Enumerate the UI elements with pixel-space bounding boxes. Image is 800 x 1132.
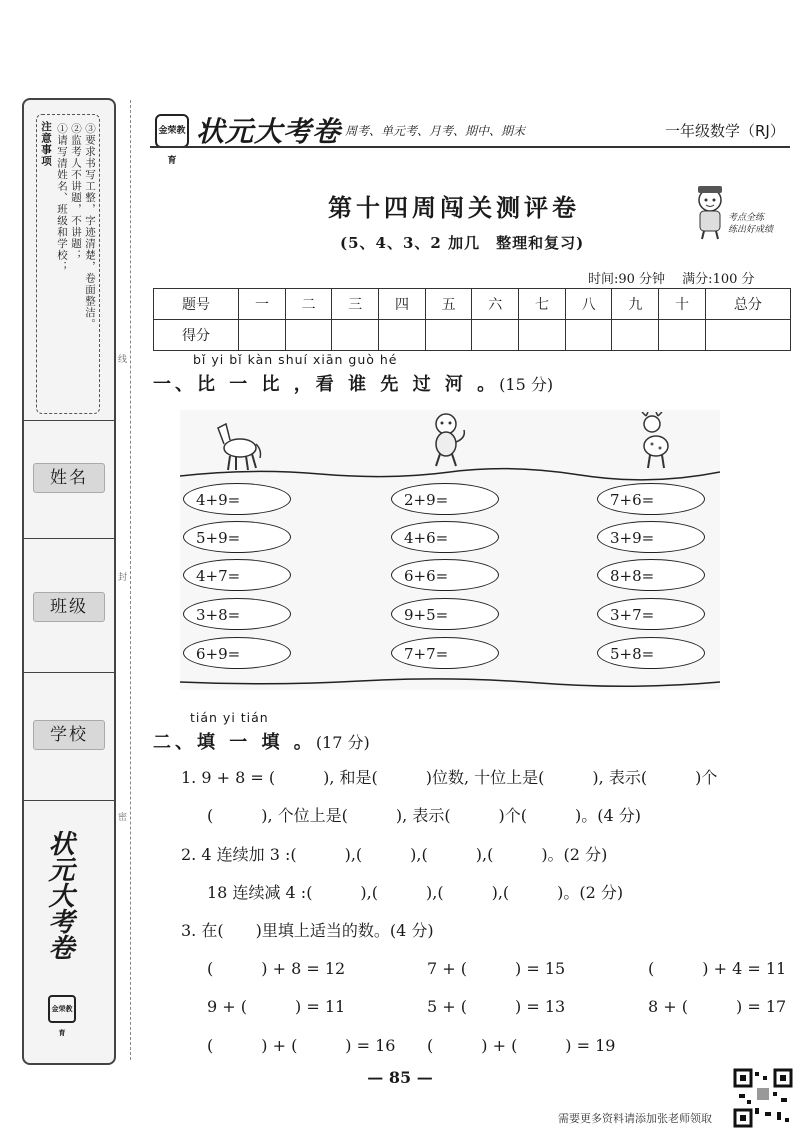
footer-note: 需要更多资料请添加张老师领取 bbox=[558, 1112, 712, 1125]
score-header: 一 bbox=[239, 289, 286, 320]
score-cell[interactable] bbox=[612, 320, 659, 351]
score-cell[interactable] bbox=[705, 320, 790, 351]
seal-mark-line: 线 bbox=[118, 355, 128, 365]
equation-oval[interactable]: 3+7= bbox=[597, 598, 705, 630]
section1-pinyin: bǐ yi bǐ kàn shuí xiān guò hé bbox=[193, 352, 398, 367]
equation-oval[interactable]: 6+6= bbox=[391, 559, 499, 591]
page-title: 第十四周闯关测评卷 bbox=[328, 193, 580, 222]
equation-oval[interactable]: 9+5= bbox=[391, 598, 499, 630]
section2-title: 二、填 一 填 。 bbox=[153, 732, 316, 753]
class-field-label: 班级 bbox=[33, 592, 105, 622]
horse-icon bbox=[210, 414, 264, 474]
seal-mark-seal: 封 bbox=[118, 573, 128, 583]
divider bbox=[22, 800, 114, 801]
score-cell[interactable] bbox=[332, 320, 379, 351]
section2-points: (17 分) bbox=[315, 733, 370, 752]
seal-mark-secret: 密 bbox=[118, 813, 128, 823]
equation-blank[interactable]: 7 + ( ) = 15 bbox=[427, 959, 566, 978]
score-cell[interactable] bbox=[425, 320, 472, 351]
time-info: 时间:90 分钟 满分:100 分 bbox=[588, 272, 755, 287]
score-cell[interactable] bbox=[239, 320, 286, 351]
divider bbox=[22, 538, 114, 539]
score-cell[interactable] bbox=[565, 320, 612, 351]
question-1-line-1: 1. 9 + 8 = ( ), 和是( )位数, 十位上是( ), 表示( )个 bbox=[181, 768, 718, 787]
equation-oval[interactable]: 2+9= bbox=[391, 483, 499, 515]
score-header: 九 bbox=[612, 289, 659, 320]
section1-points: (15 分) bbox=[499, 375, 554, 394]
score-header: 二 bbox=[285, 289, 332, 320]
equation-blank[interactable]: ( ) + 8 = 12 bbox=[207, 959, 346, 978]
score-row-label: 得分 bbox=[154, 320, 239, 351]
grade-subject: 一年级数学（RJ） bbox=[665, 122, 785, 140]
equation-blank[interactable]: ( ) + ( ) = 19 bbox=[427, 1036, 616, 1055]
equation-oval[interactable]: 4+7= bbox=[183, 559, 291, 591]
equation-oval[interactable]: 5+8= bbox=[597, 637, 705, 669]
river-bank-bottom bbox=[180, 674, 720, 690]
mascot-caption-1: 考点全练 bbox=[728, 213, 765, 223]
question-2-line-1: 2. 4 连续加 3 :( ),( ),( ),( )。(2 分) bbox=[181, 845, 608, 864]
school-field-label: 学校 bbox=[33, 720, 105, 750]
mascot-icon bbox=[686, 184, 734, 240]
note-1: ①请写清姓名、班级和学校； bbox=[56, 123, 68, 273]
question-1-line-2: ( ), 个位上是( ), 表示( )个( )。(4 分) bbox=[207, 806, 642, 825]
score-cell[interactable] bbox=[379, 320, 426, 351]
notes-label: 注意事项 bbox=[40, 121, 52, 167]
monkey-icon bbox=[420, 410, 474, 470]
score-header: 七 bbox=[519, 289, 566, 320]
divider bbox=[22, 420, 114, 421]
question-2-line-2: 18 连续减 4 :( ),( ),( ),( )。(2 分) bbox=[207, 883, 624, 902]
equation-oval[interactable]: 8+8= bbox=[597, 559, 705, 591]
score-header: 五 bbox=[425, 289, 472, 320]
equation-blank[interactable]: 8 + ( ) = 17 bbox=[648, 997, 787, 1016]
score-table-score-row bbox=[154, 320, 791, 351]
equation-oval[interactable]: 5+9= bbox=[183, 521, 291, 553]
question-3-prompt: 3. 在( )里填上适当的数。(4 分) bbox=[181, 921, 434, 940]
score-header: 六 bbox=[472, 289, 519, 320]
score-header: 三 bbox=[332, 289, 379, 320]
side-brand: 状元大考卷 bbox=[44, 830, 74, 960]
exam-types: 周考、单元考、月考、期中、期末 bbox=[345, 124, 526, 138]
equation-oval[interactable]: 6+9= bbox=[183, 637, 291, 669]
seal-line bbox=[130, 100, 131, 1060]
score-cell[interactable] bbox=[285, 320, 332, 351]
page-subtitle: (5、4、3、2 加几 整理和复习) bbox=[340, 234, 585, 252]
equation-blank[interactable]: ( ) + ( ) = 16 bbox=[207, 1036, 396, 1055]
score-header: 四 bbox=[379, 289, 426, 320]
divider bbox=[22, 672, 114, 673]
equation-oval[interactable]: 7+6= bbox=[597, 483, 705, 515]
score-cell[interactable] bbox=[659, 320, 706, 351]
equation-blank[interactable]: 5 + ( ) = 13 bbox=[427, 997, 566, 1016]
score-header: 十 bbox=[659, 289, 706, 320]
mascot-caption bbox=[728, 212, 773, 236]
score-cell[interactable] bbox=[519, 320, 566, 351]
equation-oval[interactable]: 4+9= bbox=[183, 483, 291, 515]
name-field-label: 姓名 bbox=[33, 463, 105, 493]
equation-oval[interactable]: 3+9= bbox=[597, 521, 705, 553]
score-header: 题号 bbox=[154, 289, 239, 320]
score-header: 总分 bbox=[705, 289, 790, 320]
equation-oval[interactable]: 4+6= bbox=[391, 521, 499, 553]
header-rule bbox=[150, 146, 790, 148]
brand-title: 状元大考卷 bbox=[196, 115, 342, 148]
qr-code-icon bbox=[733, 1068, 793, 1128]
note-2: ②监考人不讲题，不讲题； bbox=[70, 123, 82, 261]
section2-pinyin: tián yi tián bbox=[190, 710, 269, 725]
score-table bbox=[153, 288, 791, 351]
side-logo: 金荣教育 bbox=[48, 995, 76, 1023]
section2-heading bbox=[153, 728, 370, 754]
publisher-logo: 金荣教育 bbox=[155, 114, 189, 148]
note-3: ③要求书写工整，字迹清楚，卷面整洁。 bbox=[84, 123, 96, 330]
equation-oval[interactable]: 7+7= bbox=[391, 637, 499, 669]
page-number: — 85 — bbox=[367, 1068, 433, 1087]
equation-blank[interactable]: 9 + ( ) = 11 bbox=[207, 997, 346, 1016]
deer-icon bbox=[628, 412, 682, 472]
mascot-caption-2: 练出好成绩 bbox=[728, 225, 774, 235]
equation-blank[interactable]: ( ) + 4 = 11 bbox=[648, 959, 787, 978]
section1-heading bbox=[153, 370, 553, 396]
notes-box bbox=[36, 114, 100, 414]
score-header: 八 bbox=[565, 289, 612, 320]
section1-title: 一、比 一 比 ，看 谁 先 过 河 。 bbox=[153, 374, 500, 395]
score-cell[interactable] bbox=[472, 320, 519, 351]
equation-oval[interactable]: 3+8= bbox=[183, 598, 291, 630]
score-table-header-row bbox=[154, 289, 791, 320]
